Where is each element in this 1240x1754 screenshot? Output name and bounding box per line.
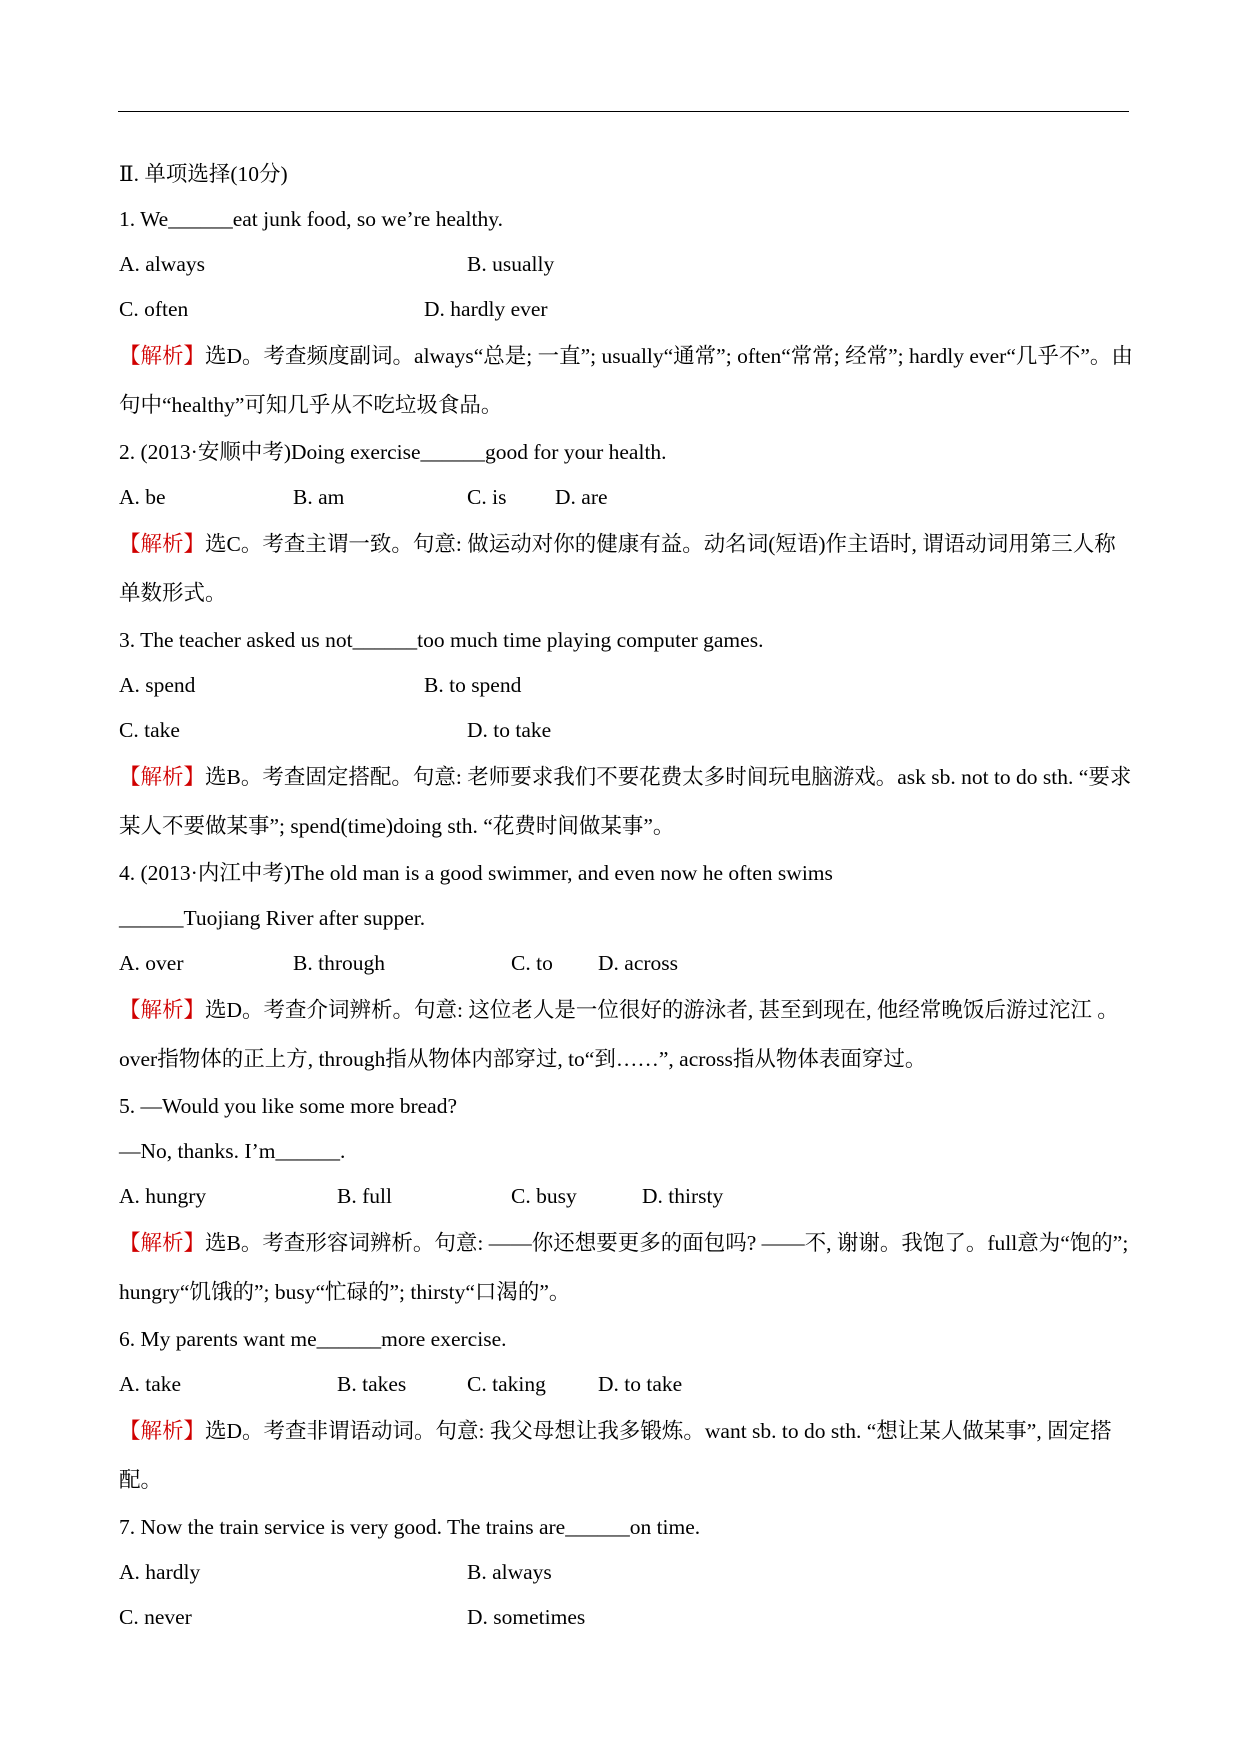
explanation (119, 1219, 1134, 1317)
explanation-tag: 【解析】 (119, 998, 206, 1022)
option-c: C. busy (511, 1184, 577, 1208)
option-b: B. through (293, 951, 385, 975)
option-a: A. hardly (119, 1560, 201, 1584)
section-title: Ⅱ. 单项选择(10分) (119, 162, 288, 186)
question-stem: 4. (2013·内江中考)The old man is a good swimmer, and even now he often swims (119, 861, 833, 885)
option-c: C. take (119, 718, 180, 742)
question-7 (119, 1505, 1134, 1640)
options-row (119, 1595, 1134, 1640)
explanation-tag: 【解析】 (119, 1231, 206, 1255)
option-d: D. to take (467, 718, 552, 742)
explanation-text: 选C。考查主谓一致。句意: 做运动对你的健康有益。动名词(短语)作主语时, 谓语动词用第三人称单数形式。 (119, 532, 1116, 605)
question-stem: 2. (2013·安顺中考)Doing exercise______good for your health. (119, 440, 667, 464)
options-row (119, 941, 1134, 986)
explanation-text: 选D。考查频度副词。always“总是; 一直”; usually“通常”; often“常常; 经常”; hardly ever“几乎不”。由句中“healthy”可知几乎从不吃垃圾食品。 (119, 344, 1133, 417)
question-stem-continued: ______Tuojiang River after supper. (119, 906, 426, 930)
question-2 (119, 430, 1134, 618)
option-b: B. to spend (424, 673, 522, 697)
question-1 (119, 197, 1134, 430)
option-d: D. hardly ever (424, 297, 548, 321)
option-c: C. taking (467, 1372, 546, 1396)
explanation-tag: 【解析】 (119, 765, 206, 789)
explanation-tag: 【解析】 (119, 532, 206, 556)
options-row (119, 1550, 1134, 1595)
header-rule (118, 111, 1129, 112)
option-c: C. is (467, 485, 507, 509)
options-row (119, 708, 1134, 753)
explanation (119, 986, 1134, 1084)
question-stem: 7. Now the train service is very good. The trains are______on time. (119, 1515, 701, 1539)
question-4 (119, 851, 1134, 1084)
options-row (119, 1174, 1134, 1219)
option-a: A. take (119, 1372, 182, 1396)
option-d: D. thirsty (642, 1184, 724, 1208)
option-d: D. across (598, 951, 679, 975)
question-6 (119, 1317, 1134, 1505)
explanation-text: 选B。考查固定搭配。句意: 老师要求我们不要花费太多时间玩电脑游戏。ask sb. not to do sth. “要求某人不要做某事”; spend(time)doing sth. “花费时间做某事”。 (119, 765, 1132, 838)
explanation (119, 520, 1134, 618)
option-b: B. always (467, 1560, 552, 1584)
option-b: B. am (293, 485, 345, 509)
question-stem: 3. The teacher asked us not______too much time playing computer games. (119, 628, 764, 652)
option-a: A. over (119, 951, 184, 975)
explanation-text: 选B。考查形容词辨析。句意: ——你还想要更多的面包吗? ——不, 谢谢。我饱了。full意为“饱的”; hungry“饥饿的”; busy“忙碌的”; thirsty“口渴的”。 (119, 1231, 1129, 1304)
option-a: A. hungry (119, 1184, 207, 1208)
option-a: A. spend (119, 673, 196, 697)
option-c: C. to (511, 951, 553, 975)
question-stem: 5. —Would you like some more bread? (119, 1094, 458, 1118)
question-5 (119, 1084, 1134, 1317)
options-row (119, 663, 1134, 708)
explanation-text: 选D。考查非谓语动词。句意: 我父母想让我多锻炼。want sb. to do sth. “想让某人做某事”, 固定搭配。 (119, 1419, 1112, 1492)
explanation (119, 332, 1134, 430)
option-d: D. are (555, 485, 608, 509)
options-row (119, 287, 1134, 332)
explanation-tag: 【解析】 (119, 1419, 206, 1443)
question-stem-continued: —No, thanks. I’m______. (119, 1139, 346, 1163)
option-d: D. to take (598, 1372, 683, 1396)
option-b: B. usually (467, 252, 555, 276)
exercise-content (119, 152, 1134, 1640)
options-row (119, 475, 1134, 520)
option-c: C. never (119, 1605, 192, 1629)
options-row (119, 242, 1134, 287)
options-row (119, 1362, 1134, 1407)
option-a: A. always (119, 252, 205, 276)
question-stem: 1. We______eat junk food, so we’re healthy. (119, 207, 503, 231)
option-b: B. full (337, 1184, 392, 1208)
option-a: A. be (119, 485, 166, 509)
explanation (119, 1407, 1134, 1505)
option-d: D. sometimes (467, 1605, 586, 1629)
question-3 (119, 618, 1134, 851)
option-c: C. often (119, 297, 189, 321)
explanation-tag: 【解析】 (119, 344, 206, 368)
question-stem: 6. My parents want me______more exercise. (119, 1327, 507, 1351)
explanation-text: 选D。考查介词辨析。句意: 这位老人是一位很好的游泳者, 甚至到现在, 他经常晚饭后游过沱江 。over指物体的正上方, through指从物体内部穿过, to“到……”, across指从物体表面穿过。 (119, 998, 1119, 1071)
explanation (119, 753, 1134, 851)
option-b: B. takes (337, 1372, 407, 1396)
